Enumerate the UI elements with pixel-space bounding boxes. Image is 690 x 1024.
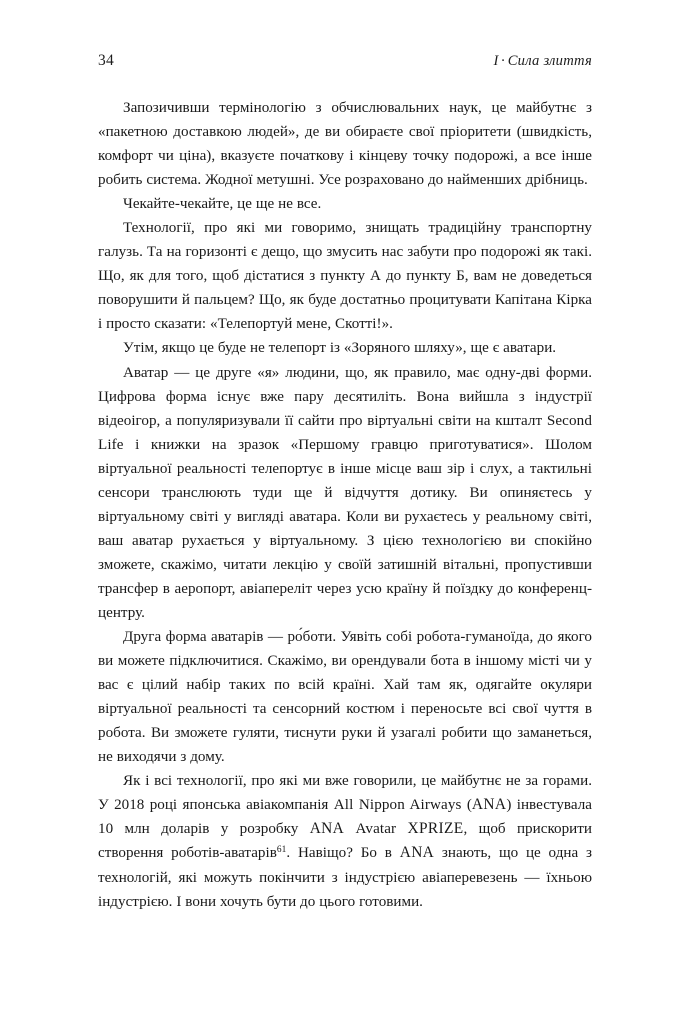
text-run [344, 821, 355, 837]
text-run [396, 821, 407, 837]
latin-name: Avatar [355, 821, 397, 838]
text-run: і книжки на зразок «Першому гравцю приготуватися». Шолом віртуальної реальності телепортує в інше місце ваш зір і слух, а тактильні сенсори транслюють туди ще й відчуття дотику. Ви опиняєтесь у віртуальному світі у вигляді аватара. Коли ви рухаєтесь у реальному світі, ваш аватар рухається у віртуальному. З цією технологією ви спокійно зможете, скажімо, читати лекцію у своїй затишній вітальні, пропустивши трансфер в аеропорт, авіапереліт через усю країну й поїздку до конференц-центру. [98, 436, 592, 621]
text-run: Аватар — це друге «я» людини, що, як правило, має одну-дві форми. Цифрова форма існує вже пару десятиліть. Вона вийшла з індустрії відеоігор, а популяризували її сайти про віртуальні світи на кшталт [98, 364, 592, 429]
paragraph [98, 216, 592, 336]
running-head-chapter-title: Сила злиття [507, 53, 592, 69]
latin-name: All Nippon Airways [333, 797, 462, 814]
paragraph [98, 769, 592, 913]
paragraph [98, 96, 592, 192]
text-run: знають, що це одна з технологій, які можуть покінчити з індустрією авіаперевезень — їхньою індустрією. І вони хочуть бути до цього готовими. [98, 845, 592, 910]
running-head-title [493, 54, 592, 69]
text-run: ) інвестувала 10 млн доларів у розробку [98, 797, 592, 838]
small-caps-acronym: ANA [471, 796, 507, 814]
text-run: Друга форма аватарів — ро́боти. Уявіть собі робота-гуманоїда, до якого ви можете підключитися. Скажімо, ви орендували бота в іншому місті чи у вас є цілий набір таких по всій країні. Хай там як, одягайте окуляри віртуальної реальності та сенсорний костюм і переносьте всі свої чуття в робота. Ви зможете гуляти, тиснути руки й узагалі робити що заманеться, не виходячи з дому. [98, 629, 592, 766]
paragraph [98, 361, 592, 626]
text-run: Запозичивши термінологію з обчислювальних наук, це майбутнє з «пакетною доставкою людей», де ви обираєте свої пріоритети (швидкість, комфорт чи ціна), вказуєте початкову і кінцеву точку подорожі, а все інше робить система. Жодної метушні. Усе розраховано до найменших дрібниць. [98, 100, 592, 189]
text-run: , щоб прискорити створення роботів-аватарів [98, 821, 592, 862]
small-caps-acronym: XPRIZE [407, 820, 464, 838]
small-caps-acronym: ANA [309, 820, 345, 838]
running-head-part: I [493, 53, 499, 69]
paragraph [98, 192, 592, 216]
small-caps-acronym: ANA [399, 844, 435, 862]
running-head-separator: · [500, 53, 506, 69]
page-number: 34 [98, 52, 114, 69]
body-text-column [98, 96, 592, 914]
text-run: Технології, про які ми говоримо, знищать традиційну транспортну галузь. Та на горизонті є дещо, що змусить нас забути про подорожі як такі. Що, як для того, щоб дістатися з пункту А до пункту Б, вам не доведеться поворушити й пальцем? Що, як буде достатньо процитувати Капітана Кірка і просто сказати: «Телепортуй мене, Скотті!». [98, 220, 592, 333]
running-head [98, 53, 592, 73]
roman-title: Second Life [98, 412, 592, 453]
footnote-reference[interactable]: 61 [276, 845, 287, 856]
paragraph [98, 625, 592, 769]
text-run: Чекайте-чекайте, це ще не все. [123, 196, 322, 213]
text-run: Як і всі технології, про які ми вже говорили, це майбутнє не за горами. У 2018 році японська авіакомпанія [98, 773, 592, 814]
text-run: . Навіщо? Бо в [286, 845, 400, 862]
paragraph [98, 336, 592, 360]
text-run: Утім, якщо це буде не телепорт із «Зоряного шляху», ще є аватари. [123, 340, 557, 357]
text-run: ( [461, 797, 472, 814]
